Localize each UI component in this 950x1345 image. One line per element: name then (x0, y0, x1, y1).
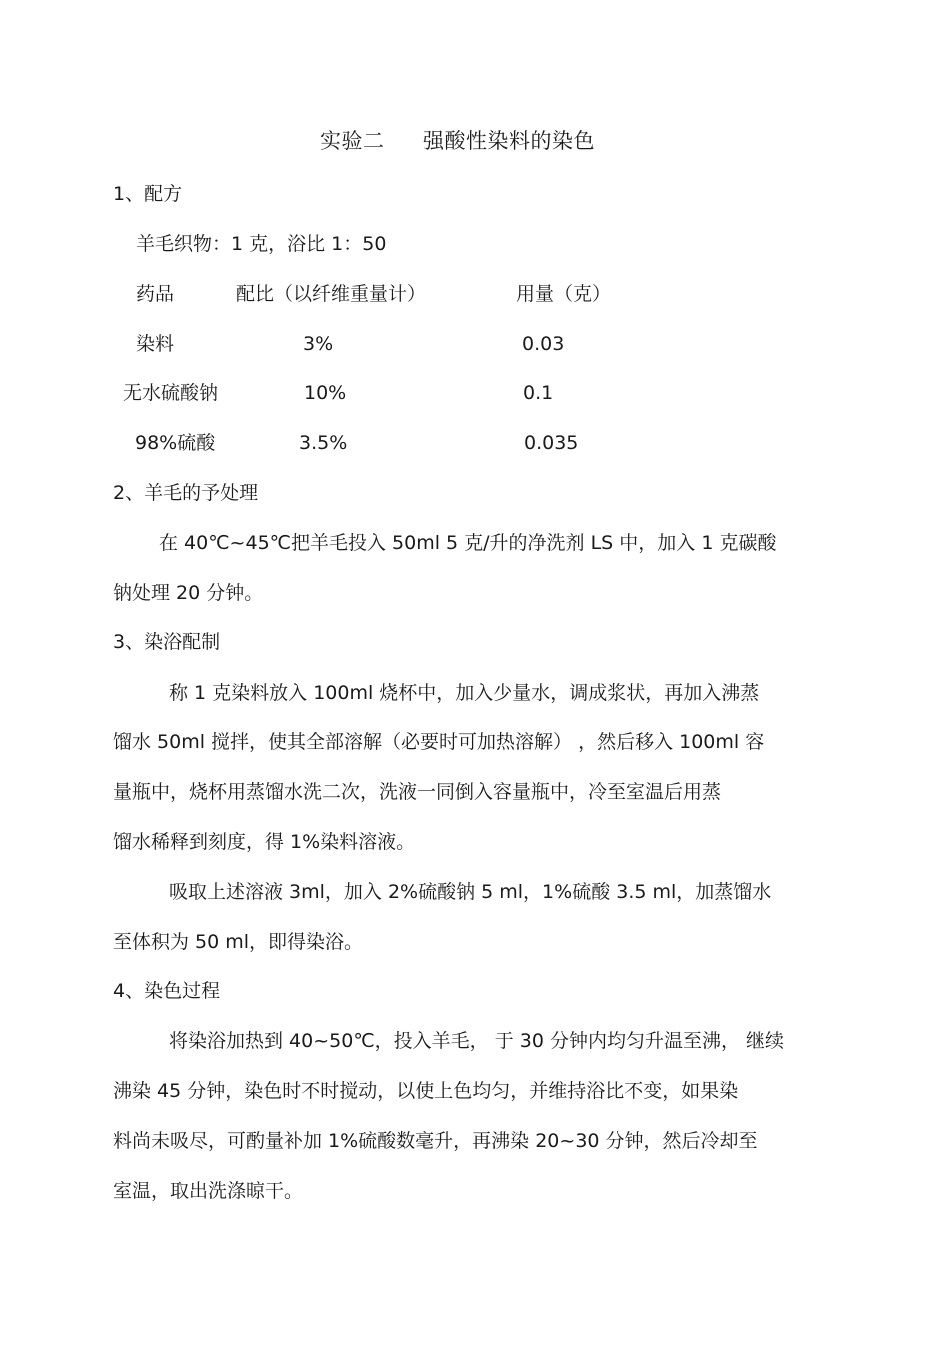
section-heading-pretreatment: 2、羊毛的予处理 (113, 482, 259, 504)
recipe-row-dye-amount: 0.03 (522, 333, 565, 355)
bath-prep-p2-line-1: 吸取上述溶液 3ml，加入 2%硫酸钠 5 ml，1%硫酸 3.5 ml，加蒸馏水 (169, 881, 772, 903)
recipe-fabric-line: 羊毛织物：1 克，浴比 1：50 (136, 233, 387, 255)
section-heading-dyeing-process: 4、染色过程 (113, 980, 221, 1002)
recipe-header-ratio: 配比（以纤维重量计） (236, 283, 427, 305)
bath-prep-p1-line-1: 称 1 克染料放入 100ml 烧杯中，加入少量水，调成浆状，再加入沸蒸 (169, 682, 760, 704)
bath-prep-p1-line-4: 馏水稀释到刻度，得 1%染料溶液。 (113, 831, 416, 853)
recipe-row-sulfuric-acid-name: 98%硫酸 (135, 432, 216, 454)
recipe-header-chemical: 药品 (136, 283, 175, 305)
recipe-row-dye-name: 染料 (136, 333, 175, 355)
page-title-part2: 强酸性染料的染色 (423, 129, 595, 153)
section-heading-bath-prep: 3、染浴配制 (113, 631, 221, 653)
recipe-row-dye-ratio: 3% (303, 333, 334, 355)
bath-prep-p1-line-2: 馏水 50ml 搅拌，使其全部溶解（必要时可加热溶解） ，然后移入 100ml 容 (113, 731, 765, 753)
recipe-row-sodium-sulfate-ratio: 10% (304, 382, 347, 404)
recipe-row-sodium-sulfate-amount: 0.1 (523, 382, 554, 404)
bath-prep-p1-line-3: 量瓶中，烧杯用蒸馏水洗二次，洗液一同倒入容量瓶中，冷至室温后用蒸 (113, 781, 722, 803)
bath-prep-p2-line-2: 至体积为 50 ml，即得染浴。 (113, 931, 364, 953)
pretreatment-line-2: 钠处理 20 分钟。 (113, 582, 264, 604)
dyeing-process-line-4: 室温，取出洗涤晾干。 (113, 1180, 304, 1202)
recipe-row-sulfuric-acid-amount: 0.035 (524, 432, 579, 454)
recipe-header-amount: 用量（克） (516, 283, 612, 305)
page-title-part1: 实验二 (320, 129, 385, 153)
dyeing-process-line-1: 将染浴加热到 40~50℃，投入羊毛， 于 30 分钟内均匀升温至沸， 继续 (169, 1030, 784, 1052)
recipe-row-sodium-sulfate-name: 无水硫酸钠 (123, 382, 219, 404)
section-heading-recipe: 1、配方 (113, 183, 183, 205)
dyeing-process-line-3: 料尚未吸尽，可酌量补加 1%硫酸数毫升，再沸染 20~30 分钟，然后冷却至 (113, 1130, 758, 1152)
pretreatment-line-1: 在 40℃~45℃把羊毛投入 50ml 5 克/升的净洗剂 LS 中，加入 1 克碳酸 (159, 532, 777, 554)
recipe-row-sulfuric-acid-ratio: 3.5% (299, 432, 348, 454)
dyeing-process-line-2: 沸染 45 分钟，染色时不时搅动，以使上色均匀，并维持浴比不变，如果染 (113, 1080, 739, 1102)
